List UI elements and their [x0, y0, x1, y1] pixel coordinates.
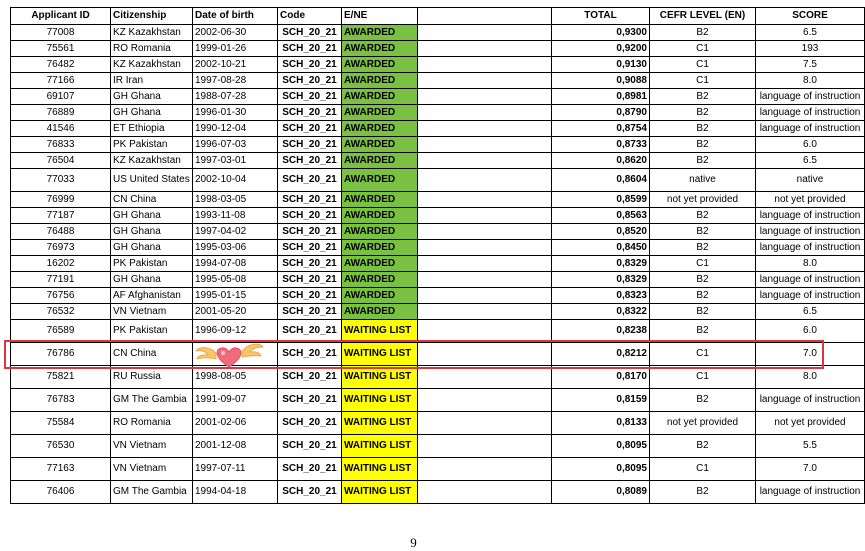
cell-applicant-id: 76756 [11, 288, 111, 304]
cell-cefr-level: C1 [650, 458, 756, 481]
table-row [11, 304, 865, 320]
cell-ene-status: WAITING LIST [342, 481, 418, 504]
header-applicant-id: Applicant ID [11, 8, 111, 25]
cell-applicant-id: 76973 [11, 240, 111, 256]
cell-blank [418, 169, 552, 192]
table-row [11, 169, 865, 192]
cell-citizenship: VN Vietnam [111, 435, 193, 458]
cell-citizenship: VN Vietnam [111, 458, 193, 481]
cell-blank [418, 412, 552, 435]
cell-citizenship: GH Ghana [111, 105, 193, 121]
cell-code: SCH_20_21 [278, 89, 342, 105]
cell-cefr-level: not yet provided [650, 192, 756, 208]
cell-total: 0,8599 [552, 192, 650, 208]
table-row [11, 121, 865, 137]
table-row [11, 41, 865, 57]
cell-blank [418, 73, 552, 89]
cell-code: SCH_20_21 [278, 73, 342, 89]
cell-blank [418, 121, 552, 137]
cell-cefr-level: B2 [650, 389, 756, 412]
cell-ene-status: AWARDED [342, 288, 418, 304]
cell-score: language of instruction [756, 288, 865, 304]
cell-citizenship: ET Ethiopia [111, 121, 193, 137]
table-row [11, 412, 865, 435]
cell-score: 6.0 [756, 320, 865, 343]
cell-blank [418, 435, 552, 458]
cell-ene-status: WAITING LIST [342, 435, 418, 458]
cell-ene-status: AWARDED [342, 105, 418, 121]
cell-code: SCH_20_21 [278, 435, 342, 458]
cell-total: 0,9088 [552, 73, 650, 89]
cell-applicant-id: 76833 [11, 137, 111, 153]
cell-applicant-id: 76532 [11, 304, 111, 320]
cell-citizenship: PK Pakistan [111, 256, 193, 272]
cell-citizenship: RU Russia [111, 366, 193, 389]
cell-citizenship: CN China [111, 343, 193, 366]
cell-applicant-id: 75561 [11, 41, 111, 57]
cell-ene-status: AWARDED [342, 208, 418, 224]
cell-citizenship: GH Ghana [111, 89, 193, 105]
cell-applicant-id: 76786 [11, 343, 111, 366]
cell-score: 8.0 [756, 366, 865, 389]
table-row [11, 137, 865, 153]
cell-score: not yet provided [756, 412, 865, 435]
cell-applicant-id: 41546 [11, 121, 111, 137]
cell-applicant-id: 69107 [11, 89, 111, 105]
cell-date-of-birth: 1994-07-08 [193, 256, 278, 272]
cell-total: 0,8212 [552, 343, 650, 366]
cell-citizenship: US United States [111, 169, 193, 192]
cell-total: 0,9300 [552, 25, 650, 41]
header-blank [418, 8, 552, 25]
cell-code: SCH_20_21 [278, 458, 342, 481]
cell-blank [418, 389, 552, 412]
cell-ene-status: AWARDED [342, 137, 418, 153]
cell-date-of-birth: 1996-07-03 [193, 137, 278, 153]
table-row [11, 153, 865, 169]
cell-cefr-level: B2 [650, 304, 756, 320]
cell-total: 0,8790 [552, 105, 650, 121]
cell-code: SCH_20_21 [278, 192, 342, 208]
cell-score: not yet provided [756, 192, 865, 208]
cell-blank [418, 224, 552, 240]
cell-cefr-level: not yet provided [650, 412, 756, 435]
table-row [11, 288, 865, 304]
cell-citizenship: IR Iran [111, 73, 193, 89]
header-date-of-birth: Date of birth [193, 8, 278, 25]
cell-blank [418, 41, 552, 57]
cell-citizenship: RO Romania [111, 41, 193, 57]
cell-ene-status: AWARDED [342, 256, 418, 272]
cell-citizenship: GM The Gambia [111, 389, 193, 412]
cell-applicant-id: 76488 [11, 224, 111, 240]
cell-ene-status: AWARDED [342, 89, 418, 105]
cell-total: 0,8133 [552, 412, 650, 435]
cell-total: 0,8238 [552, 320, 650, 343]
cell-cefr-level: B2 [650, 272, 756, 288]
table-row [11, 57, 865, 73]
cell-ene-status: AWARDED [342, 25, 418, 41]
cell-score: language of instruction [756, 208, 865, 224]
cell-cefr-level: C1 [650, 256, 756, 272]
table-header-row [11, 8, 865, 25]
cell-ene-status: WAITING LIST [342, 343, 418, 366]
cell-blank [418, 256, 552, 272]
table-row [11, 89, 865, 105]
cell-code: SCH_20_21 [278, 137, 342, 153]
cell-total: 0,8322 [552, 304, 650, 320]
cell-ene-status: AWARDED [342, 41, 418, 57]
cell-cefr-level: B2 [650, 240, 756, 256]
cell-citizenship: AF Afghanistan [111, 288, 193, 304]
table-row [11, 105, 865, 121]
header-code: Code [278, 8, 342, 25]
header-cefr-level: CEFR LEVEL (EN) [650, 8, 756, 25]
cell-score: 7.5 [756, 57, 865, 73]
cell-score: 8.0 [756, 73, 865, 89]
cell-applicant-id: 76530 [11, 435, 111, 458]
cell-total: 0,8170 [552, 366, 650, 389]
cell-applicant-id: 77191 [11, 272, 111, 288]
cell-code: SCH_20_21 [278, 153, 342, 169]
table-row [11, 208, 865, 224]
cell-total: 0,9200 [552, 41, 650, 57]
cell-score: language of instruction [756, 224, 865, 240]
cell-date-of-birth: 1998-08-05 [193, 366, 278, 389]
cell-total: 0,8329 [552, 272, 650, 288]
cell-blank [418, 458, 552, 481]
table-row [11, 25, 865, 41]
cell-date-of-birth: 2001-05-20 [193, 304, 278, 320]
cell-date-of-birth: 1997-08-28 [193, 73, 278, 89]
cell-total: 0,8329 [552, 256, 650, 272]
cell-blank [418, 105, 552, 121]
cell-applicant-id: 76783 [11, 389, 111, 412]
cell-total: 0,8450 [552, 240, 650, 256]
cell-score: language of instruction [756, 272, 865, 288]
cell-cefr-level: B2 [650, 208, 756, 224]
cell-citizenship: RO Romania [111, 412, 193, 435]
cell-score: 193 [756, 41, 865, 57]
table-row [11, 240, 865, 256]
header-score: SCORE [756, 8, 865, 25]
cell-cefr-level: C1 [650, 41, 756, 57]
cell-blank [418, 288, 552, 304]
cell-code: SCH_20_21 [278, 366, 342, 389]
cell-date-of-birth: 1995-05-08 [193, 272, 278, 288]
cell-date-of-birth: 1991-09-07 [193, 389, 278, 412]
cell-ene-status: AWARDED [342, 304, 418, 320]
cell-date-of-birth: 1994-04-18 [193, 481, 278, 504]
table-row [11, 73, 865, 89]
cell-cefr-level: B2 [650, 105, 756, 121]
cell-date-of-birth: 1993-11-08 [193, 208, 278, 224]
cell-score: native [756, 169, 865, 192]
cell-ene-status: AWARDED [342, 57, 418, 73]
cell-applicant-id: 75821 [11, 366, 111, 389]
cell-score: language of instruction [756, 481, 865, 504]
cell-ene-status: WAITING LIST [342, 320, 418, 343]
cell-applicant-id: 75584 [11, 412, 111, 435]
table-row [11, 256, 865, 272]
cell-citizenship: GM The Gambia [111, 481, 193, 504]
cell-code: SCH_20_21 [278, 25, 342, 41]
cell-code: SCH_20_21 [278, 256, 342, 272]
cell-score: 7.0 [756, 343, 865, 366]
cell-code: SCH_20_21 [278, 343, 342, 366]
cell-blank [418, 208, 552, 224]
cell-total: 0,8604 [552, 169, 650, 192]
cell-date-of-birth: 1996-09-12 [193, 320, 278, 343]
header-citizenship: Citizenship [111, 8, 193, 25]
scholarship-ranking-table [10, 7, 865, 504]
cell-ene-status: AWARDED [342, 121, 418, 137]
cell-score: 5.5 [756, 435, 865, 458]
cell-cefr-level: B2 [650, 137, 756, 153]
cell-blank [418, 57, 552, 73]
cell-citizenship: PK Pakistan [111, 137, 193, 153]
cell-applicant-id: 76482 [11, 57, 111, 73]
cell-date-of-birth: 1990-12-04 [193, 121, 278, 137]
cell-blank [418, 304, 552, 320]
table-row [11, 389, 865, 412]
highlight-box [4, 340, 824, 369]
cell-ene-status: WAITING LIST [342, 366, 418, 389]
cell-total: 0,8981 [552, 89, 650, 105]
table-row [11, 481, 865, 504]
cell-score: language of instruction [756, 240, 865, 256]
cell-cefr-level: C1 [650, 57, 756, 73]
cell-blank [418, 153, 552, 169]
heart-wings-sticker [194, 339, 264, 369]
cell-total: 0,8323 [552, 288, 650, 304]
cell-blank [418, 366, 552, 389]
cell-date-of-birth: 1988-07-28 [193, 89, 278, 105]
cell-score: language of instruction [756, 89, 865, 105]
cell-total: 0,9130 [552, 57, 650, 73]
table-row [11, 192, 865, 208]
cell-score: 7.0 [756, 458, 865, 481]
cell-blank [418, 137, 552, 153]
cell-ene-status: WAITING LIST [342, 389, 418, 412]
cell-date-of-birth: 1997-03-01 [193, 153, 278, 169]
cell-cefr-level: C1 [650, 366, 756, 389]
cell-cefr-level: B2 [650, 435, 756, 458]
cell-code: SCH_20_21 [278, 240, 342, 256]
cell-code: SCH_20_21 [278, 304, 342, 320]
cell-blank [418, 481, 552, 504]
cell-total: 0,8620 [552, 153, 650, 169]
cell-ene-status: AWARDED [342, 272, 418, 288]
cell-total: 0,8754 [552, 121, 650, 137]
cell-ene-status: AWARDED [342, 240, 418, 256]
table-body [11, 25, 865, 504]
cell-cefr-level: B2 [650, 320, 756, 343]
cell-score: 6.5 [756, 153, 865, 169]
cell-cefr-level: B2 [650, 121, 756, 137]
cell-total: 0,8095 [552, 458, 650, 481]
cell-ene-status: WAITING LIST [342, 412, 418, 435]
cell-applicant-id: 76999 [11, 192, 111, 208]
cell-citizenship: KZ Kazakhstan [111, 153, 193, 169]
cell-score: 6.5 [756, 25, 865, 41]
cell-code: SCH_20_21 [278, 208, 342, 224]
cell-cefr-level: B2 [650, 288, 756, 304]
cell-citizenship: GH Ghana [111, 272, 193, 288]
cell-cefr-level: C1 [650, 343, 756, 366]
table-row [11, 366, 865, 389]
cell-applicant-id: 76889 [11, 105, 111, 121]
cell-blank [418, 192, 552, 208]
cell-code: SCH_20_21 [278, 481, 342, 504]
cell-cefr-level: B2 [650, 481, 756, 504]
cell-cefr-level: B2 [650, 224, 756, 240]
cell-score: 6.5 [756, 304, 865, 320]
table-row [11, 224, 865, 240]
cell-blank [418, 89, 552, 105]
cell-date-of-birth: 2002-10-04 [193, 169, 278, 192]
cell-applicant-id: 77033 [11, 169, 111, 192]
cell-blank [418, 272, 552, 288]
cell-date-of-birth: 1997-04-02 [193, 224, 278, 240]
cell-total: 0,8159 [552, 389, 650, 412]
cell-date-of-birth: 2001-02-06 [193, 412, 278, 435]
cell-ene-status: WAITING LIST [342, 458, 418, 481]
cell-date-of-birth: 2002-10-21 [193, 57, 278, 73]
cell-score: 8.0 [756, 256, 865, 272]
cell-cefr-level: B2 [650, 153, 756, 169]
cell-code: SCH_20_21 [278, 105, 342, 121]
cell-score: 6.0 [756, 137, 865, 153]
cell-date-of-birth: 2001-12-08 [193, 435, 278, 458]
cell-total: 0,8733 [552, 137, 650, 153]
cell-total: 0,8089 [552, 481, 650, 504]
cell-cefr-level: C1 [650, 73, 756, 89]
cell-score: language of instruction [756, 105, 865, 121]
cell-applicant-id: 76504 [11, 153, 111, 169]
cell-code: SCH_20_21 [278, 224, 342, 240]
cell-ene-status: AWARDED [342, 153, 418, 169]
cell-total: 0,8520 [552, 224, 650, 240]
cell-code: SCH_20_21 [278, 41, 342, 57]
cell-applicant-id: 77166 [11, 73, 111, 89]
table-row [11, 272, 865, 288]
cell-code: SCH_20_21 [278, 57, 342, 73]
cell-date-of-birth: 1995-01-15 [193, 288, 278, 304]
cell-blank [418, 240, 552, 256]
cell-ene-status: AWARDED [342, 73, 418, 89]
cell-code: SCH_20_21 [278, 272, 342, 288]
cell-applicant-id: 16202 [11, 256, 111, 272]
cell-code: SCH_20_21 [278, 412, 342, 435]
cell-ene-status: AWARDED [342, 169, 418, 192]
cell-cefr-level: B2 [650, 89, 756, 105]
cell-cefr-level: native [650, 169, 756, 192]
cell-applicant-id: 77187 [11, 208, 111, 224]
cell-total: 0,8095 [552, 435, 650, 458]
table-row [11, 458, 865, 481]
page-number: 9 [410, 535, 417, 550]
cell-cefr-level: B2 [650, 25, 756, 41]
header-ene: E/NE [342, 8, 418, 25]
cell-score: language of instruction [756, 389, 865, 412]
cell-score: language of instruction [756, 121, 865, 137]
cell-total: 0,8563 [552, 208, 650, 224]
cell-citizenship: GH Ghana [111, 208, 193, 224]
cell-applicant-id: 76406 [11, 481, 111, 504]
cell-date-of-birth: 1998-03-05 [193, 192, 278, 208]
cell-code: SCH_20_21 [278, 121, 342, 137]
cell-ene-status: AWARDED [342, 192, 418, 208]
cell-citizenship: PK Pakistan [111, 320, 193, 343]
cell-applicant-id: 77163 [11, 458, 111, 481]
cell-citizenship: GH Ghana [111, 240, 193, 256]
cell-citizenship: VN Vietnam [111, 304, 193, 320]
header-total: TOTAL [552, 8, 650, 25]
cell-date-of-birth: 1996-01-30 [193, 105, 278, 121]
cell-citizenship: GH Ghana [111, 224, 193, 240]
cell-code: SCH_20_21 [278, 169, 342, 192]
cell-date-of-birth: 2002-06-30 [193, 25, 278, 41]
cell-applicant-id: 76589 [11, 320, 111, 343]
cell-citizenship: CN China [111, 192, 193, 208]
cell-applicant-id: 77008 [11, 25, 111, 41]
cell-citizenship: KZ Kazakhstan [111, 25, 193, 41]
cell-ene-status: AWARDED [342, 224, 418, 240]
cell-citizenship: KZ Kazakhstan [111, 57, 193, 73]
cell-date-of-birth: 1997-07-11 [193, 458, 278, 481]
cell-date-of-birth: 1999-01-26 [193, 41, 278, 57]
cell-code: SCH_20_21 [278, 389, 342, 412]
cell-code: SCH_20_21 [278, 320, 342, 343]
cell-code: SCH_20_21 [278, 288, 342, 304]
cell-date-of-birth: 1995-03-06 [193, 240, 278, 256]
cell-blank [418, 25, 552, 41]
table-row [11, 435, 865, 458]
